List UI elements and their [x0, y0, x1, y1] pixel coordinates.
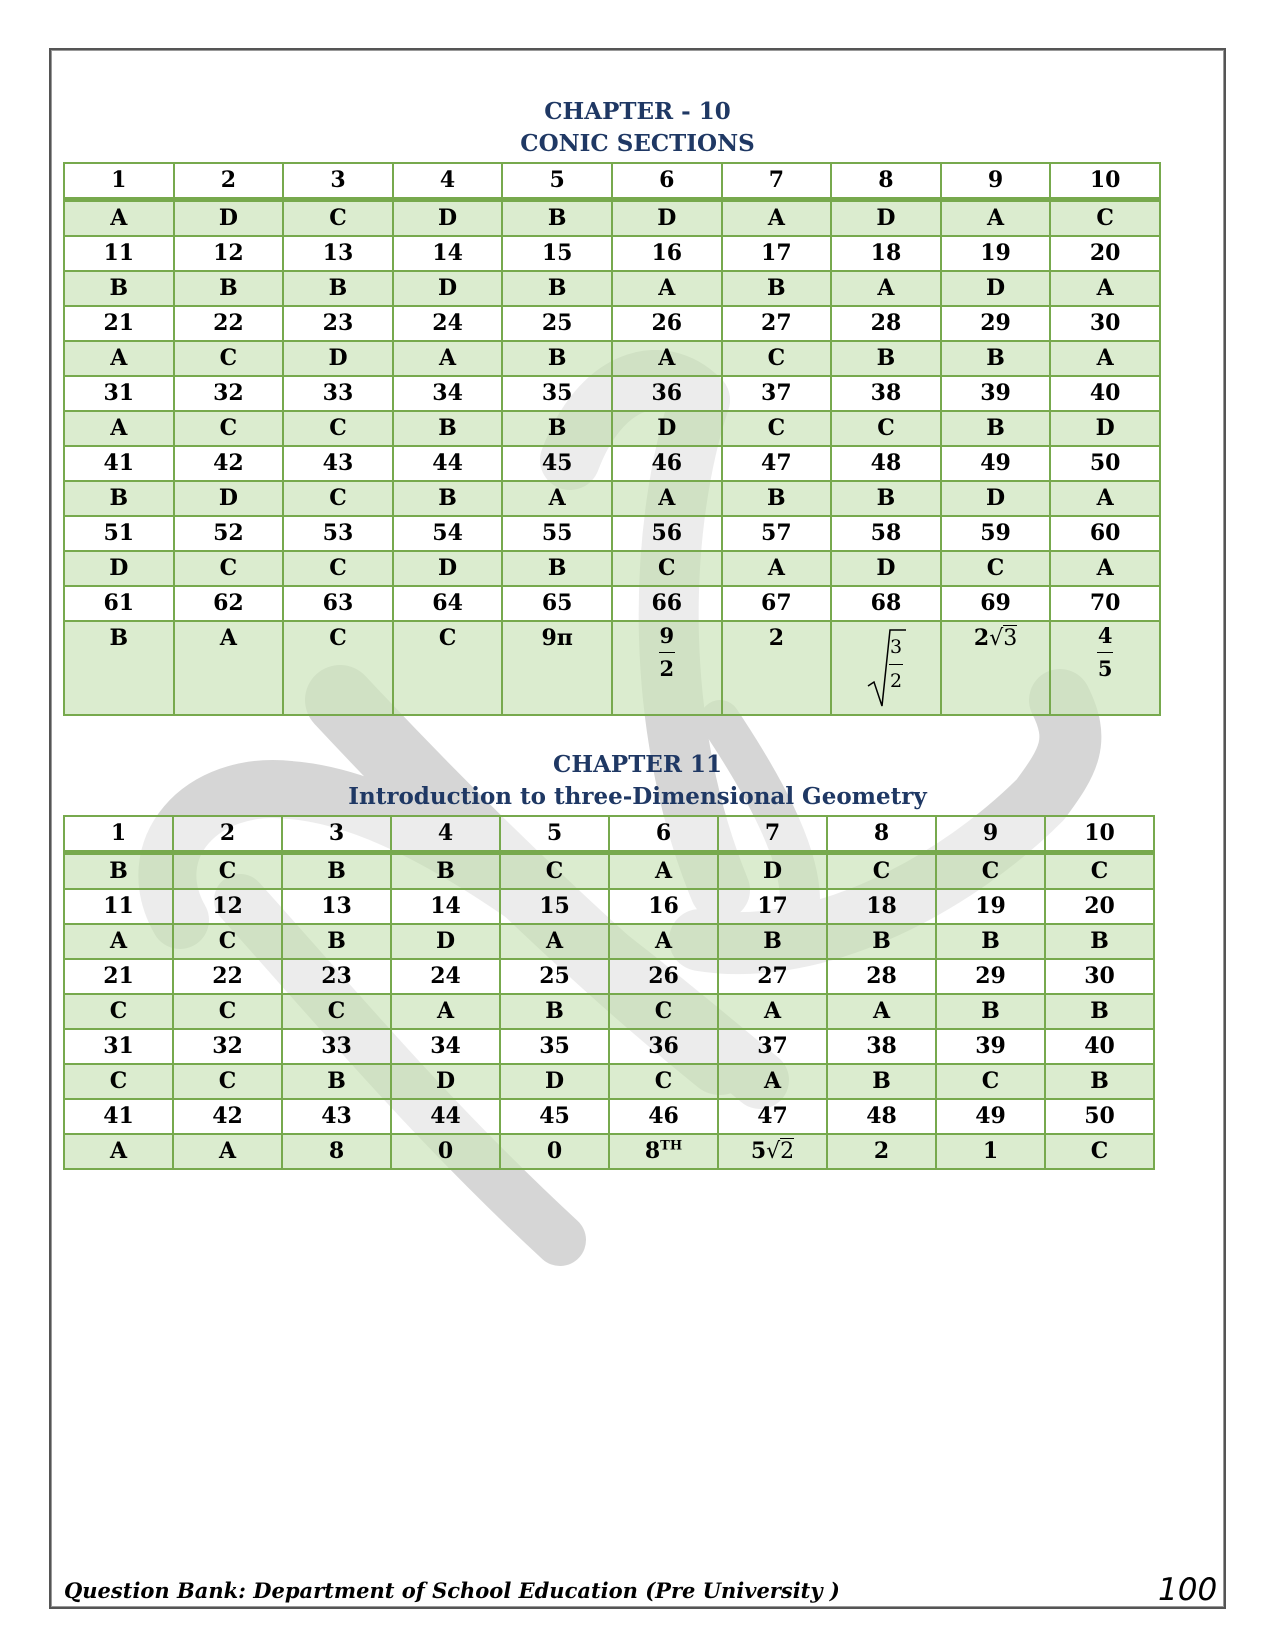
question-number-cell: 49	[936, 1099, 1045, 1134]
table-row	[64, 236, 1160, 271]
answer-cell: 2	[722, 621, 832, 715]
question-number-cell: 13	[282, 889, 391, 924]
answer-cell: C	[1045, 853, 1154, 890]
page-number: 100	[1158, 1572, 1218, 1608]
answer-cell: C	[283, 551, 393, 586]
answer-cell: C	[173, 924, 282, 959]
answer-cell: C	[64, 1064, 173, 1099]
answer-cell: D	[612, 411, 722, 446]
ordinal-suffix: TH	[660, 1138, 683, 1154]
question-number-cell: 62	[174, 586, 284, 621]
question-number-cell: 32	[174, 376, 284, 411]
table-row	[64, 621, 1160, 715]
question-number-cell: 10	[1045, 816, 1154, 853]
question-number-cell: 33	[282, 1029, 391, 1064]
table-row	[64, 411, 1160, 446]
question-number-cell: 31	[64, 1029, 173, 1064]
answer-cell: A	[64, 411, 174, 446]
answer-cell: C	[1045, 1134, 1154, 1169]
question-number-cell: 44	[393, 446, 503, 481]
question-number-cell: 11	[64, 236, 174, 271]
answer-cell: C	[173, 1064, 282, 1099]
answer-cell: B	[282, 853, 391, 890]
answer-cell: D	[393, 271, 503, 306]
answer-cell: B	[827, 924, 936, 959]
answer-cell: A	[722, 551, 832, 586]
answer-cell: B	[502, 411, 612, 446]
question-number-cell: 60	[1050, 516, 1160, 551]
question-number-cell: 37	[718, 1029, 827, 1064]
answer-cell: D	[831, 200, 941, 237]
question-number-cell: 46	[612, 446, 722, 481]
answer-cell: B	[831, 341, 941, 376]
table-row	[64, 1064, 1154, 1099]
table-row	[64, 200, 1160, 237]
answer-cell: A	[173, 1134, 282, 1169]
sqrt-radicand: 2	[780, 1139, 795, 1164]
answer-cell: D	[1050, 411, 1160, 446]
question-number-cell: 51	[64, 516, 174, 551]
question-number-cell: 69	[941, 586, 1051, 621]
fraction-denominator: 2	[659, 656, 675, 681]
question-number-cell: 31	[64, 376, 174, 411]
table-header-row	[64, 163, 1160, 200]
answer-cell: 8	[282, 1134, 391, 1169]
answer-cell: A	[393, 341, 503, 376]
chapter10-title: CHAPTER - 10	[544, 98, 731, 125]
answer-cell-sqrt: 5√2	[718, 1134, 827, 1169]
chapter10-answer-table	[63, 162, 1161, 716]
answer-cell: B	[1045, 1064, 1154, 1099]
answer-cell: D	[718, 853, 827, 890]
question-number-cell: 5	[500, 816, 609, 853]
answer-cell: A	[612, 341, 722, 376]
answer-cell: D	[174, 200, 284, 237]
question-number-cell: 45	[502, 446, 612, 481]
question-number-cell: 45	[500, 1099, 609, 1134]
question-number-cell: 2	[174, 163, 284, 200]
answer-cell: A	[502, 481, 612, 516]
question-number-cell: 56	[612, 516, 722, 551]
answer-cell: B	[282, 1064, 391, 1099]
answer-cell: B	[64, 621, 174, 715]
fraction-denominator: 5	[1097, 656, 1113, 681]
answer-cell: A	[64, 1134, 173, 1169]
question-number-cell: 36	[609, 1029, 718, 1064]
sqrt-coefficient: 5	[750, 1138, 767, 1164]
chapter10-subtitle: CONIC SECTIONS	[520, 130, 755, 157]
answer-cell: C	[500, 853, 609, 890]
question-number-cell: 48	[827, 1099, 936, 1134]
question-number-cell: 10	[1050, 163, 1160, 200]
answer-cell: A	[722, 200, 832, 237]
question-number-cell: 24	[391, 959, 500, 994]
table-header-row	[64, 816, 1154, 853]
question-number-cell: 3	[283, 163, 393, 200]
question-number-cell: 39	[941, 376, 1051, 411]
answer-cell: A	[612, 481, 722, 516]
answer-cell: D	[500, 1064, 609, 1099]
table-row	[64, 341, 1160, 376]
question-number-cell: 52	[174, 516, 284, 551]
question-number-cell: 43	[283, 446, 393, 481]
question-number-cell: 6	[612, 163, 722, 200]
question-number-cell: 18	[827, 889, 936, 924]
answer-cell: B	[502, 200, 612, 237]
answer-cell: A	[718, 994, 827, 1029]
question-number-cell: 47	[718, 1099, 827, 1134]
answer-cell-ordinal	[609, 1134, 718, 1169]
question-number-cell: 8	[827, 816, 936, 853]
question-number-cell: 37	[722, 376, 832, 411]
answer-cell: C	[612, 551, 722, 586]
question-number-cell: 30	[1050, 306, 1160, 341]
answer-cell-fraction	[612, 621, 722, 715]
answer-cell: A	[500, 924, 609, 959]
question-number-cell: 23	[282, 959, 391, 994]
answer-cell: 0	[500, 1134, 609, 1169]
question-number-cell: 3	[282, 816, 391, 853]
answer-cell: A	[609, 924, 718, 959]
answer-cell: C	[936, 853, 1045, 890]
answer-cell: C	[283, 200, 393, 237]
table-row	[64, 1134, 1154, 1169]
question-number-cell: 15	[502, 236, 612, 271]
table-row	[64, 1099, 1154, 1134]
answer-cell: C	[722, 411, 832, 446]
answer-cell: B	[64, 481, 174, 516]
answer-cell: B	[827, 1064, 936, 1099]
answer-cell: C	[174, 551, 284, 586]
answer-cell: B	[502, 271, 612, 306]
question-number-cell: 16	[609, 889, 718, 924]
answer-cell: 1	[936, 1134, 1045, 1169]
chapter11-title: CHAPTER 11	[553, 751, 722, 778]
question-number-cell: 27	[722, 306, 832, 341]
question-number-cell: 65	[502, 586, 612, 621]
answer-cell: C	[1050, 200, 1160, 237]
question-number-cell: 38	[827, 1029, 936, 1064]
question-number-cell: 17	[722, 236, 832, 271]
answer-cell-fraction	[1050, 621, 1160, 715]
answer-cell: B	[500, 994, 609, 1029]
answer-cell: D	[393, 200, 503, 237]
answer-cell: B	[282, 924, 391, 959]
fraction-numerator: 3	[889, 636, 903, 658]
answer-cell: B	[64, 853, 173, 890]
answer-cell: A	[609, 853, 718, 890]
answer-cell: A	[827, 994, 936, 1029]
answer-cell: C	[174, 411, 284, 446]
question-number-cell: 47	[722, 446, 832, 481]
answer-cell: B	[936, 924, 1045, 959]
answer-cell: A	[174, 621, 284, 715]
question-number-cell: 1	[64, 163, 174, 200]
question-number-cell: 61	[64, 586, 174, 621]
question-number-cell: 25	[502, 306, 612, 341]
answer-cell: B	[391, 853, 500, 890]
question-number-cell: 44	[391, 1099, 500, 1134]
question-number-cell: 42	[174, 446, 284, 481]
question-number-cell: 27	[718, 959, 827, 994]
ordinal-base: 8	[644, 1138, 661, 1164]
table-row	[64, 446, 1160, 481]
answer-cell: C	[283, 621, 393, 715]
answer-cell: A	[64, 341, 174, 376]
question-number-cell: 28	[831, 306, 941, 341]
answer-cell: B	[722, 271, 832, 306]
fraction-denominator: 2	[889, 670, 903, 692]
answer-cell: C	[174, 341, 284, 376]
answer-cell: D	[174, 481, 284, 516]
question-number-cell: 66	[612, 586, 722, 621]
question-number-cell: 49	[941, 446, 1051, 481]
question-number-cell: 40	[1050, 376, 1160, 411]
question-number-cell: 55	[502, 516, 612, 551]
fraction-numerator: 9	[659, 623, 675, 648]
question-number-cell: 35	[502, 376, 612, 411]
question-number-cell: 21	[64, 306, 174, 341]
question-number-cell: 21	[64, 959, 173, 994]
question-number-cell: 25	[500, 959, 609, 994]
answer-cell: B	[393, 481, 503, 516]
question-number-cell: 67	[722, 586, 832, 621]
answer-cell: D	[941, 271, 1051, 306]
answer-cell: A	[612, 271, 722, 306]
answer-cell: B	[283, 271, 393, 306]
answer-cell: C	[722, 341, 832, 376]
question-number-cell: 68	[831, 586, 941, 621]
answer-cell: A	[1050, 481, 1160, 516]
question-number-cell: 63	[283, 586, 393, 621]
question-number-cell: 70	[1050, 586, 1160, 621]
table-row	[64, 853, 1154, 890]
question-number-cell: 41	[64, 1099, 173, 1134]
question-number-cell: 29	[936, 959, 1045, 994]
answer-cell: C	[64, 994, 173, 1029]
answer-cell: 2	[827, 1134, 936, 1169]
answer-cell: A	[1050, 271, 1160, 306]
answer-cell: D	[941, 481, 1051, 516]
answer-cell: B	[936, 994, 1045, 1029]
question-number-cell: 22	[174, 306, 284, 341]
answer-cell: A	[831, 271, 941, 306]
answer-cell: A	[1050, 341, 1160, 376]
question-number-cell: 15	[500, 889, 609, 924]
footer-text: Question Bank: Department of School Education (Pre University )	[64, 1578, 840, 1603]
answer-cell: B	[831, 481, 941, 516]
answer-cell: D	[64, 551, 174, 586]
answer-cell: 9π	[502, 621, 612, 715]
answer-cell: C	[173, 994, 282, 1029]
answer-cell: C	[609, 994, 718, 1029]
question-number-cell: 19	[936, 889, 1045, 924]
chapter11-subtitle: Introduction to three-Dimensional Geometry	[348, 783, 927, 810]
question-number-cell: 48	[831, 446, 941, 481]
question-number-cell: 18	[831, 236, 941, 271]
table-row	[64, 376, 1160, 411]
question-number-cell: 39	[936, 1029, 1045, 1064]
question-number-cell: 20	[1050, 236, 1160, 271]
answer-cell-sqrt: 2√3	[941, 621, 1051, 715]
question-number-cell: 35	[500, 1029, 609, 1064]
question-number-cell: 6	[609, 816, 718, 853]
answer-cell: B	[941, 411, 1051, 446]
question-number-cell: 30	[1045, 959, 1154, 994]
answer-cell: A	[64, 200, 174, 237]
answer-cell: B	[502, 551, 612, 586]
fraction-numerator: 4	[1097, 623, 1113, 648]
question-number-cell: 4	[391, 816, 500, 853]
question-number-cell: 29	[941, 306, 1051, 341]
question-number-cell: 4	[393, 163, 503, 200]
question-number-cell: 19	[941, 236, 1051, 271]
question-number-cell: 5	[502, 163, 612, 200]
question-number-cell: 26	[612, 306, 722, 341]
answer-cell: B	[393, 411, 503, 446]
question-number-cell: 64	[393, 586, 503, 621]
answer-cell-sqrt-fraction	[831, 621, 941, 715]
question-number-cell: 41	[64, 446, 174, 481]
answer-cell: C	[827, 853, 936, 890]
question-number-cell: 38	[831, 376, 941, 411]
question-number-cell: 53	[283, 516, 393, 551]
question-number-cell: 28	[827, 959, 936, 994]
question-number-cell: 36	[612, 376, 722, 411]
question-number-cell: 50	[1050, 446, 1160, 481]
answer-cell: A	[1050, 551, 1160, 586]
answer-cell: B	[718, 924, 827, 959]
answer-cell: A	[718, 1064, 827, 1099]
question-number-cell: 24	[393, 306, 503, 341]
answer-cell: B	[174, 271, 284, 306]
question-number-cell: 7	[718, 816, 827, 853]
question-number-cell: 12	[173, 889, 282, 924]
answer-cell: C	[282, 994, 391, 1029]
answer-cell: D	[283, 341, 393, 376]
table-row	[64, 516, 1160, 551]
answer-cell: C	[173, 853, 282, 890]
table-row	[64, 481, 1160, 516]
question-number-cell: 13	[283, 236, 393, 271]
answer-cell: B	[1045, 994, 1154, 1029]
table-row	[64, 959, 1154, 994]
question-number-cell: 14	[393, 236, 503, 271]
question-number-cell: 2	[173, 816, 282, 853]
question-number-cell: 40	[1045, 1029, 1154, 1064]
question-number-cell: 22	[173, 959, 282, 994]
question-number-cell: 9	[936, 816, 1045, 853]
question-number-cell: 1	[64, 816, 173, 853]
answer-cell: C	[831, 411, 941, 446]
answer-cell: C	[393, 621, 503, 715]
answer-cell: C	[941, 551, 1051, 586]
question-number-cell: 8	[831, 163, 941, 200]
answer-cell: D	[831, 551, 941, 586]
question-number-cell: 23	[283, 306, 393, 341]
question-number-cell: 11	[64, 889, 173, 924]
answer-cell: B	[64, 271, 174, 306]
question-number-cell: 59	[941, 516, 1051, 551]
sqrt-radicand: 3	[1003, 626, 1018, 651]
answer-cell: B	[722, 481, 832, 516]
question-number-cell: 34	[393, 376, 503, 411]
answer-cell: B	[941, 341, 1051, 376]
answer-cell: C	[283, 481, 393, 516]
question-number-cell: 17	[718, 889, 827, 924]
question-number-cell: 34	[391, 1029, 500, 1064]
question-number-cell: 9	[941, 163, 1051, 200]
answer-cell: D	[391, 1064, 500, 1099]
answer-cell: D	[393, 551, 503, 586]
question-number-cell: 20	[1045, 889, 1154, 924]
answer-cell: A	[391, 994, 500, 1029]
answer-cell: B	[1045, 924, 1154, 959]
answer-cell: 0	[391, 1134, 500, 1169]
question-number-cell: 54	[393, 516, 503, 551]
question-number-cell: 14	[391, 889, 500, 924]
answer-cell: D	[391, 924, 500, 959]
chapter11-answer-table	[63, 815, 1155, 1170]
answer-cell: C	[283, 411, 393, 446]
question-number-cell: 7	[722, 163, 832, 200]
table-row	[64, 306, 1160, 341]
answer-cell: C	[609, 1064, 718, 1099]
question-number-cell: 26	[609, 959, 718, 994]
question-number-cell: 50	[1045, 1099, 1154, 1134]
question-number-cell: 32	[173, 1029, 282, 1064]
question-number-cell: 46	[609, 1099, 718, 1134]
question-number-cell: 43	[282, 1099, 391, 1134]
answer-cell: D	[612, 200, 722, 237]
answer-cell: A	[941, 200, 1051, 237]
answer-cell: C	[936, 1064, 1045, 1099]
question-number-cell: 33	[283, 376, 393, 411]
sqrt-coefficient: 2	[973, 625, 990, 651]
question-number-cell: 57	[722, 516, 832, 551]
table-row	[64, 1029, 1154, 1064]
question-number-cell: 42	[173, 1099, 282, 1134]
table-row	[64, 586, 1160, 621]
question-number-cell: 58	[831, 516, 941, 551]
question-number-cell: 16	[612, 236, 722, 271]
table-row	[64, 271, 1160, 306]
table-row	[64, 994, 1154, 1029]
question-number-cell: 12	[174, 236, 284, 271]
answer-cell: A	[64, 924, 173, 959]
answer-cell: B	[502, 341, 612, 376]
table-row	[64, 551, 1160, 586]
table-row	[64, 889, 1154, 924]
table-row	[64, 924, 1154, 959]
